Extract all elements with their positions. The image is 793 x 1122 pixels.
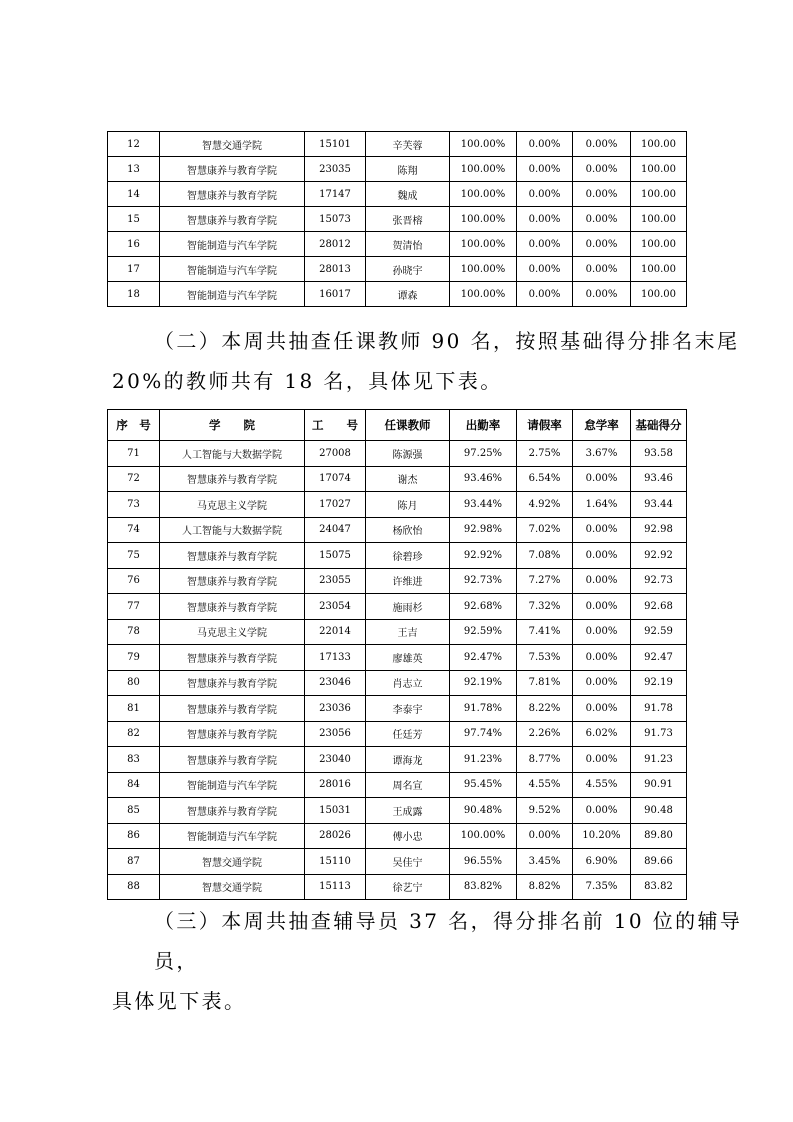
- table-cell: 魏成: [366, 182, 450, 207]
- table-cell: 91.78%: [450, 696, 517, 722]
- teacher-ranking-table: [107, 409, 687, 900]
- table-cell: 谭海龙: [366, 747, 450, 773]
- table-cell: 100.00%: [450, 232, 517, 257]
- table-row: [108, 721, 687, 747]
- table-cell: 88: [108, 874, 160, 900]
- table-cell: 谭森: [366, 282, 450, 307]
- table-cell: 12: [108, 132, 160, 157]
- table-row: [108, 823, 687, 849]
- table-cell: 智慧康养与教育学院: [160, 696, 305, 722]
- table-cell: 92.47: [631, 645, 687, 671]
- table-cell: 智慧康养与教育学院: [160, 182, 305, 207]
- table-row: [108, 492, 687, 518]
- table-cell: 0.00%: [573, 157, 631, 182]
- table-cell: 7.41%: [517, 619, 573, 645]
- table-cell: 86: [108, 823, 160, 849]
- table-row: [108, 182, 687, 207]
- table-row: [108, 619, 687, 645]
- table-cell: 15075: [305, 543, 366, 569]
- table-cell: 王成露: [366, 798, 450, 824]
- table-cell: 100.00%: [450, 207, 517, 232]
- table-cell: 92.92: [631, 543, 687, 569]
- table-cell: 人工智能与大数据学院: [160, 441, 305, 467]
- table-cell: 1.64%: [573, 492, 631, 518]
- table-row: [108, 849, 687, 875]
- table-cell: 87: [108, 849, 160, 875]
- table-cell: 23036: [305, 696, 366, 722]
- table-cell: 陈源强: [366, 441, 450, 467]
- section-two-line1: （二）本周共抽查任课教师 90 名，按照基础得分排名末尾: [154, 329, 740, 353]
- table-cell: 智慧康养与教育学院: [160, 798, 305, 824]
- table-cell: 91.23%: [450, 747, 517, 773]
- table-cell: 100.00: [631, 232, 687, 257]
- table-row: [108, 282, 687, 307]
- table-cell: 90.48: [631, 798, 687, 824]
- table-cell: 85: [108, 798, 160, 824]
- table-cell: 7.81%: [517, 670, 573, 696]
- table-cell: 0.00%: [573, 257, 631, 282]
- table-cell: 任廷芳: [366, 721, 450, 747]
- table-cell: 吴佳宁: [366, 849, 450, 875]
- table-cell: 7.35%: [573, 874, 631, 900]
- table-cell: 93.46%: [450, 466, 517, 492]
- column-header: 请假率: [517, 410, 573, 441]
- table-cell: 91.73: [631, 721, 687, 747]
- table-cell: 0.00%: [573, 282, 631, 307]
- table-cell: 8.82%: [517, 874, 573, 900]
- table-cell: 91.23: [631, 747, 687, 773]
- column-header: 工 号: [305, 410, 366, 441]
- table-row: [108, 747, 687, 773]
- table-cell: 100.00: [631, 282, 687, 307]
- table-cell: 16: [108, 232, 160, 257]
- table-cell: 智能制造与汽车学院: [160, 232, 305, 257]
- table-cell: 智慧康养与教育学院: [160, 568, 305, 594]
- table-cell: 智能制造与汽车学院: [160, 772, 305, 798]
- table-cell: 84: [108, 772, 160, 798]
- table-cell: 6.02%: [573, 721, 631, 747]
- table-cell: 4.55%: [573, 772, 631, 798]
- table-cell: 徐艺宁: [366, 874, 450, 900]
- table-cell: 肖志立: [366, 670, 450, 696]
- table-row: [108, 132, 687, 157]
- table-cell: 90.91: [631, 772, 687, 798]
- table-cell: 辛芙蓉: [366, 132, 450, 157]
- table-cell: 智慧康养与教育学院: [160, 543, 305, 569]
- table-cell: 92.59: [631, 619, 687, 645]
- table-cell: 0.00%: [573, 619, 631, 645]
- table-cell: 92.19: [631, 670, 687, 696]
- table-cell: 智能制造与汽车学院: [160, 257, 305, 282]
- table-cell: 76: [108, 568, 160, 594]
- table-cell: 24047: [305, 517, 366, 543]
- table-row: [108, 441, 687, 467]
- table-cell: 0.00%: [573, 670, 631, 696]
- column-header: 基础得分: [631, 410, 687, 441]
- table-cell: 智慧康养与教育学院: [160, 157, 305, 182]
- table-cell: 23040: [305, 747, 366, 773]
- table-cell: 100.00: [631, 207, 687, 232]
- table-cell: 100.00%: [450, 182, 517, 207]
- table-row: [108, 466, 687, 492]
- table-cell: 智慧康养与教育学院: [160, 645, 305, 671]
- table-cell: 智慧交通学院: [160, 849, 305, 875]
- table-cell: 89.80: [631, 823, 687, 849]
- table-cell: 0.00%: [573, 594, 631, 620]
- table-cell: 80: [108, 670, 160, 696]
- table-cell: 0.00%: [573, 132, 631, 157]
- section-three-paragraph: [112, 901, 754, 1021]
- table-cell: 100.00%: [450, 157, 517, 182]
- table-cell: 27008: [305, 441, 366, 467]
- table-cell: 92.59%: [450, 619, 517, 645]
- column-header: 怠学率: [573, 410, 631, 441]
- table-row: [108, 874, 687, 900]
- ranking-table-top: [107, 131, 687, 307]
- table-cell: 6.54%: [517, 466, 573, 492]
- table-cell: 2.26%: [517, 721, 573, 747]
- table-cell: 7.27%: [517, 568, 573, 594]
- table-cell: 92.68%: [450, 594, 517, 620]
- table-cell: 0.00%: [573, 182, 631, 207]
- table-cell: 8.22%: [517, 696, 573, 722]
- table-cell: 22014: [305, 619, 366, 645]
- column-header: 序 号: [108, 410, 160, 441]
- column-header: 任课教师: [366, 410, 450, 441]
- table-cell: 0.00%: [573, 696, 631, 722]
- table-cell: 15: [108, 207, 160, 232]
- table-cell: 28013: [305, 257, 366, 282]
- table-cell: 92.19%: [450, 670, 517, 696]
- table-cell: 83.82: [631, 874, 687, 900]
- table-cell: 23055: [305, 568, 366, 594]
- table-cell: 15110: [305, 849, 366, 875]
- table-cell: 17147: [305, 182, 366, 207]
- table-row: [108, 645, 687, 671]
- table-cell: 智慧康养与教育学院: [160, 207, 305, 232]
- table-cell: 89.66: [631, 849, 687, 875]
- table-cell: 83: [108, 747, 160, 773]
- table-cell: 杨欣怡: [366, 517, 450, 543]
- table-cell: 82: [108, 721, 160, 747]
- table-cell: 0.00%: [517, 182, 573, 207]
- table-cell: 3.45%: [517, 849, 573, 875]
- table-cell: 97.25%: [450, 441, 517, 467]
- table-cell: 75: [108, 543, 160, 569]
- table-row: [108, 207, 687, 232]
- table-cell: 97.74%: [450, 721, 517, 747]
- table-cell: 7.02%: [517, 517, 573, 543]
- table-cell: 智慧交通学院: [160, 874, 305, 900]
- table-cell: 81: [108, 696, 160, 722]
- table-row: [108, 232, 687, 257]
- section-three-line2: 具体见下表。: [112, 989, 247, 1013]
- table-cell: 73: [108, 492, 160, 518]
- table-cell: 人工智能与大数据学院: [160, 517, 305, 543]
- table-row: [108, 257, 687, 282]
- table-cell: 100.00: [631, 132, 687, 157]
- table-cell: 23056: [305, 721, 366, 747]
- table-cell: 0.00%: [517, 232, 573, 257]
- table-cell: 0.00%: [517, 823, 573, 849]
- table-cell: 100.00%: [450, 257, 517, 282]
- table-cell: 傅小忠: [366, 823, 450, 849]
- table-cell: 14: [108, 182, 160, 207]
- table-cell: 23035: [305, 157, 366, 182]
- table-row: [108, 670, 687, 696]
- table-cell: 100.00: [631, 257, 687, 282]
- table-cell: 28016: [305, 772, 366, 798]
- table-cell: 7.08%: [517, 543, 573, 569]
- table-cell: 77: [108, 594, 160, 620]
- table-cell: 2.75%: [517, 441, 573, 467]
- table-cell: 智慧康养与教育学院: [160, 594, 305, 620]
- table-cell: 4.92%: [517, 492, 573, 518]
- table-row: [108, 157, 687, 182]
- table-cell: 92.68: [631, 594, 687, 620]
- table-cell: 智能制造与汽车学院: [160, 282, 305, 307]
- table-cell: 93.58: [631, 441, 687, 467]
- table-cell: 智慧康养与教育学院: [160, 466, 305, 492]
- table-row: [108, 772, 687, 798]
- table-cell: 15073: [305, 207, 366, 232]
- section-three-line1: （三）本周共抽查辅导员 37 名，得分排名前 10 位的辅导员，: [154, 909, 743, 973]
- table-cell: 0.00%: [573, 568, 631, 594]
- table-cell: 96.55%: [450, 849, 517, 875]
- table-cell: 13: [108, 157, 160, 182]
- table-cell: 6.90%: [573, 849, 631, 875]
- table-cell: 83.82%: [450, 874, 517, 900]
- table-cell: 15101: [305, 132, 366, 157]
- table-cell: 28026: [305, 823, 366, 849]
- table-cell: 100.00%: [450, 132, 517, 157]
- table-cell: 100.00%: [450, 282, 517, 307]
- table-cell: 智慧康养与教育学院: [160, 670, 305, 696]
- table-cell: 17074: [305, 466, 366, 492]
- table-cell: 95.45%: [450, 772, 517, 798]
- table-cell: 9.52%: [517, 798, 573, 824]
- table-cell: 23054: [305, 594, 366, 620]
- table-row: [108, 696, 687, 722]
- table-row: [108, 517, 687, 543]
- table-cell: 0.00%: [573, 232, 631, 257]
- table-cell: 92.73%: [450, 568, 517, 594]
- table-cell: 陈月: [366, 492, 450, 518]
- table-cell: 100.00%: [450, 823, 517, 849]
- table-cell: 0.00%: [573, 798, 631, 824]
- table-row: [108, 798, 687, 824]
- table-cell: 智慧康养与教育学院: [160, 721, 305, 747]
- table-cell: 0.00%: [517, 207, 573, 232]
- table-cell: 0.00%: [573, 207, 631, 232]
- table-cell: 7.53%: [517, 645, 573, 671]
- table-cell: 王吉: [366, 619, 450, 645]
- table-cell: 74: [108, 517, 160, 543]
- table-cell: 15031: [305, 798, 366, 824]
- table-cell: 28012: [305, 232, 366, 257]
- table-row: [108, 568, 687, 594]
- table-cell: 17133: [305, 645, 366, 671]
- table-cell: 16017: [305, 282, 366, 307]
- table-cell: 72: [108, 466, 160, 492]
- table-cell: 张晋榕: [366, 207, 450, 232]
- table-cell: 0.00%: [517, 257, 573, 282]
- table-cell: 92.98: [631, 517, 687, 543]
- table-cell: 15113: [305, 874, 366, 900]
- table-cell: 谢杰: [366, 466, 450, 492]
- table-cell: 智能制造与汽车学院: [160, 823, 305, 849]
- section-two-line2: 20%的教师共有 18 名，具体见下表。: [112, 369, 503, 393]
- table-cell: 3.67%: [573, 441, 631, 467]
- table-cell: 90.48%: [450, 798, 517, 824]
- table-cell: 23046: [305, 670, 366, 696]
- table-cell: 78: [108, 619, 160, 645]
- table-cell: 0.00%: [573, 517, 631, 543]
- table-cell: 100.00: [631, 182, 687, 207]
- table-cell: 93.44%: [450, 492, 517, 518]
- section-two-paragraph: [112, 321, 754, 401]
- table-cell: 10.20%: [573, 823, 631, 849]
- table-cell: 徐碧珍: [366, 543, 450, 569]
- table-cell: 施雨杉: [366, 594, 450, 620]
- table-cell: 92.98%: [450, 517, 517, 543]
- table-cell: 马克思主义学院: [160, 619, 305, 645]
- column-header: 学 院: [160, 410, 305, 441]
- table-cell: 周名宣: [366, 772, 450, 798]
- table-cell: 93.46: [631, 466, 687, 492]
- table-row: [108, 594, 687, 620]
- table-cell: 孙晓宇: [366, 257, 450, 282]
- table-cell: 0.00%: [517, 282, 573, 307]
- table-header-row: [108, 410, 687, 441]
- table-cell: 17: [108, 257, 160, 282]
- table-cell: 廖雄英: [366, 645, 450, 671]
- table-row: [108, 543, 687, 569]
- table-cell: 0.00%: [573, 543, 631, 569]
- table-cell: 许维进: [366, 568, 450, 594]
- table-cell: 71: [108, 441, 160, 467]
- table-cell: 92.73: [631, 568, 687, 594]
- table-cell: 马克思主义学院: [160, 492, 305, 518]
- table-cell: 陈翔: [366, 157, 450, 182]
- table-cell: 智慧康养与教育学院: [160, 747, 305, 773]
- table-cell: 92.92%: [450, 543, 517, 569]
- table-cell: 贺清怡: [366, 232, 450, 257]
- table-cell: 4.55%: [517, 772, 573, 798]
- column-header: 出勤率: [450, 410, 517, 441]
- table-cell: 91.78: [631, 696, 687, 722]
- table-cell: 7.32%: [517, 594, 573, 620]
- table-cell: 0.00%: [573, 747, 631, 773]
- table-cell: 0.00%: [573, 645, 631, 671]
- table-cell: 智慧交通学院: [160, 132, 305, 157]
- table-cell: 李泰宇: [366, 696, 450, 722]
- table-cell: 0.00%: [517, 132, 573, 157]
- table-cell: 18: [108, 282, 160, 307]
- table-cell: 0.00%: [517, 157, 573, 182]
- table-cell: 100.00: [631, 157, 687, 182]
- table-cell: 0.00%: [573, 466, 631, 492]
- table-cell: 8.77%: [517, 747, 573, 773]
- table-cell: 17027: [305, 492, 366, 518]
- table-cell: 79: [108, 645, 160, 671]
- table-cell: 92.47%: [450, 645, 517, 671]
- table-cell: 93.44: [631, 492, 687, 518]
